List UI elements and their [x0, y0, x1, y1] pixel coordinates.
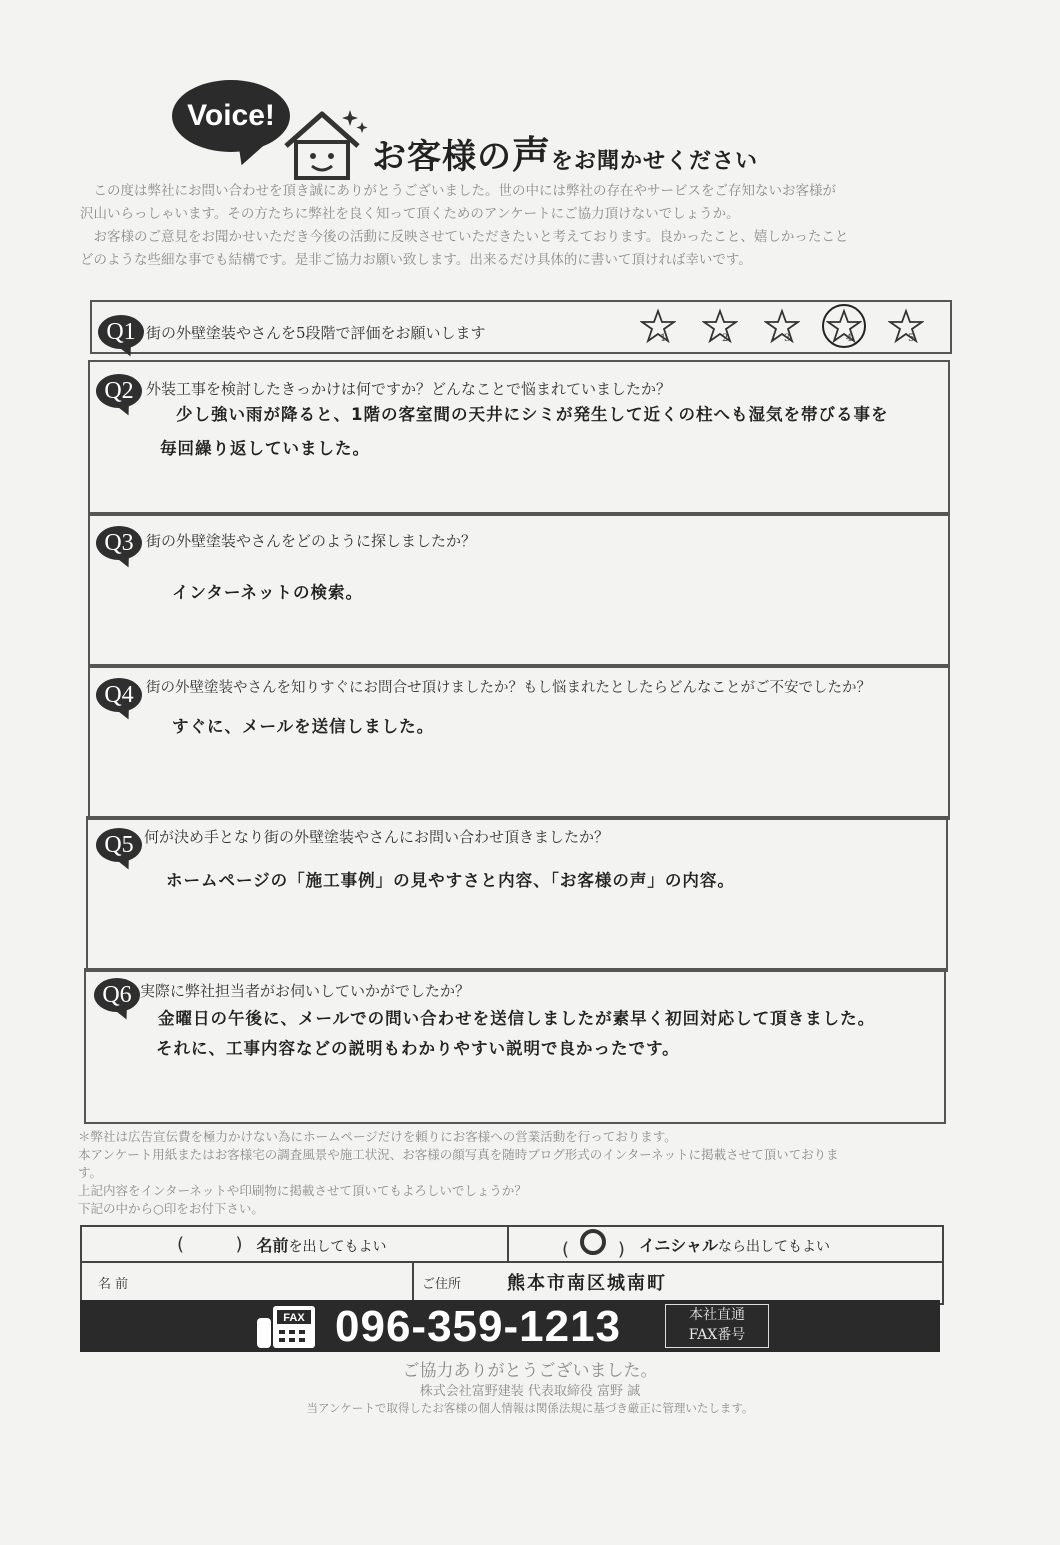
note-line: 下記の中から○印をお付下さい。: [78, 1201, 264, 1216]
q3-badge: [96, 526, 142, 560]
q3-answer-line: インターネットの検索。: [172, 583, 364, 602]
fax-tag-line: FAX番号: [688, 1327, 746, 1343]
rating-star-1[interactable]: [640, 308, 680, 348]
name-field-label: 名 前: [98, 1277, 129, 1292]
rating-star-4[interactable]: [826, 308, 866, 348]
q4-number: Q4: [104, 681, 134, 708]
option-initial-paren: ( ): [562, 1229, 625, 1260]
contact-divider: [412, 1263, 414, 1303]
option-name-rest: を出してもよい: [288, 1238, 387, 1255]
intro-text: [80, 180, 910, 272]
consent-table: [80, 1225, 944, 1305]
address-value: 熊本市南区城南町: [507, 1273, 667, 1294]
title-part-a: お客様の: [372, 137, 512, 177]
q5-question: 何が決め手となり街の外壁塗装やさんにお問い合わせ頂きましたか？: [144, 828, 610, 846]
title-part-c: をお聞かせください: [551, 149, 759, 174]
star-label: 3: [784, 333, 791, 344]
q2-badge: [96, 374, 142, 408]
q5-number: Q5: [104, 831, 134, 858]
fax-icon-label: FAX: [283, 1312, 305, 1324]
option-initial-rest: なら出してもよい: [717, 1238, 830, 1255]
privacy-note: 当アンケートで取得したお客様の個人情報は関係法規に基づき厳正に管理いたします。: [306, 1401, 754, 1415]
selected-rating-circle: [822, 304, 866, 348]
rating-star-3[interactable]: [764, 308, 804, 348]
q6-question: 実際に弊社担当者がお伺いしていかがでしたか？: [140, 982, 471, 1000]
page-title: [372, 124, 758, 179]
intro-line: お客様のご意見をお聞かせいただき今後の活動に反映させていただきたいと考えております。良かったこと、嬉しかったこと: [93, 229, 849, 245]
fax-tag: [665, 1304, 769, 1348]
contact-row: [82, 1263, 942, 1303]
q1-question: 街の外壁塗装やさんを5段階で評価をお願いします: [146, 324, 486, 342]
note-line: 上記内容をインターネットや印刷物に掲載させて頂いてもよろしいでしょうか？: [78, 1183, 527, 1198]
q6-badge: [94, 978, 140, 1012]
option-initial-label: [639, 1233, 830, 1256]
q1-number: Q1: [106, 318, 136, 345]
option-name-cell[interactable]: [177, 1227, 497, 1261]
option-initial-bold: イニシャル: [638, 1235, 718, 1255]
fax-tag-line: 本社直通: [689, 1307, 745, 1323]
q2-number: Q2: [104, 377, 134, 404]
q3-question: 街の外壁塗装やさんをどのように探しましたか？: [146, 532, 477, 550]
q2-answer-line: 毎回繰り返していました。: [160, 439, 370, 458]
q1-badge: [98, 315, 144, 349]
voice-badge: [172, 80, 290, 152]
thanks-message: ご協力ありがとうございました。: [402, 1361, 658, 1381]
voice-badge-text: Voice!: [187, 99, 275, 132]
rating-star-5[interactable]: [888, 308, 928, 348]
selected-circle-mark: [580, 1229, 606, 1255]
star-label: 4: [846, 333, 853, 344]
q5-badge: [96, 828, 142, 862]
note-line: ＊弊社は広告宣伝費を極力かけない為にホームページだけを頼りにお客様への営業活動を行っております。: [78, 1129, 677, 1144]
title-part-b: 声: [512, 133, 552, 177]
q6-answer-line: 金曜日の午後に、メールでの問い合わせを送信しましたが素早く初回対応して頂きました。: [158, 1009, 876, 1028]
fax-machine-icon: [255, 1304, 317, 1350]
house-face-icon: [280, 104, 370, 184]
rating-star-2[interactable]: [702, 308, 742, 348]
intro-line: この度は弊社にお問い合わせを頂き誠にありがとうございました。世の中には弊社の存在やサービスをご存知ないお客様が: [93, 183, 836, 199]
star-label: 2: [722, 333, 729, 344]
fax-number[interactable]: 096-359-1213: [335, 1302, 622, 1351]
option-name-label: [257, 1233, 387, 1256]
q6-answer-line: それに、工事内容などの説明もわかりやすい説明で良かったです。: [156, 1039, 680, 1058]
note-line: 本アンケート用紙またはお客様宅の調査風景や施工状況、お客様の顔写真を随時ブログ形式のインターネットに掲載させて頂いておりま: [78, 1147, 839, 1162]
address-field-label: ご住所: [422, 1277, 462, 1292]
q4-answer-line: すぐに、メールを送信しました。: [172, 717, 435, 736]
consent-options-row: [82, 1227, 942, 1263]
star-label: 5: [908, 333, 915, 344]
q2-question: 外装工事を検討したきっかけは何ですか？どんなことで悩まれていましたか？: [146, 380, 672, 398]
q6-number: Q6: [102, 981, 132, 1008]
q4-question: 街の外壁塗装やさんを知りすぐにお問合せ頂けましたか？もし悩まれたとしたらどんなことがご不安でしたか？: [146, 680, 871, 696]
consent-divider: [507, 1227, 509, 1261]
note-line: す。: [78, 1165, 103, 1180]
option-name-paren: ( ): [177, 1233, 243, 1255]
q3-number: Q3: [104, 529, 134, 556]
option-initial-cell[interactable]: [562, 1227, 932, 1261]
star-label: 1: [660, 333, 667, 344]
intro-line: どのような些細な事でも結構です。是非ご協力お願い致します。出来るだけ具体的に書いて頂ければ幸いです。: [80, 252, 752, 268]
q5-answer-line: ホームページの「施工事例」の見やすさと内容、「お客様の声」の内容。: [166, 871, 735, 890]
q2-answer-line: 少し強い雨が降ると、1階の客室間の天井にシミが発生して近くの柱へも湿気を帯びる事を: [176, 405, 889, 424]
rating-stars: [640, 308, 930, 348]
fax-banner: [80, 1300, 940, 1352]
intro-line: 沢山いらっしゃいます。その方たちに弊社を良く知って頂くためのアンケートにご協力頂けないでしょうか。: [80, 206, 740, 222]
consent-notes: [78, 1128, 978, 1218]
option-name-bold: 名前: [256, 1235, 289, 1255]
company-signature: 株式会社富野建装 代表取締役 富野 誠: [419, 1384, 641, 1399]
q4-badge: [96, 678, 142, 712]
